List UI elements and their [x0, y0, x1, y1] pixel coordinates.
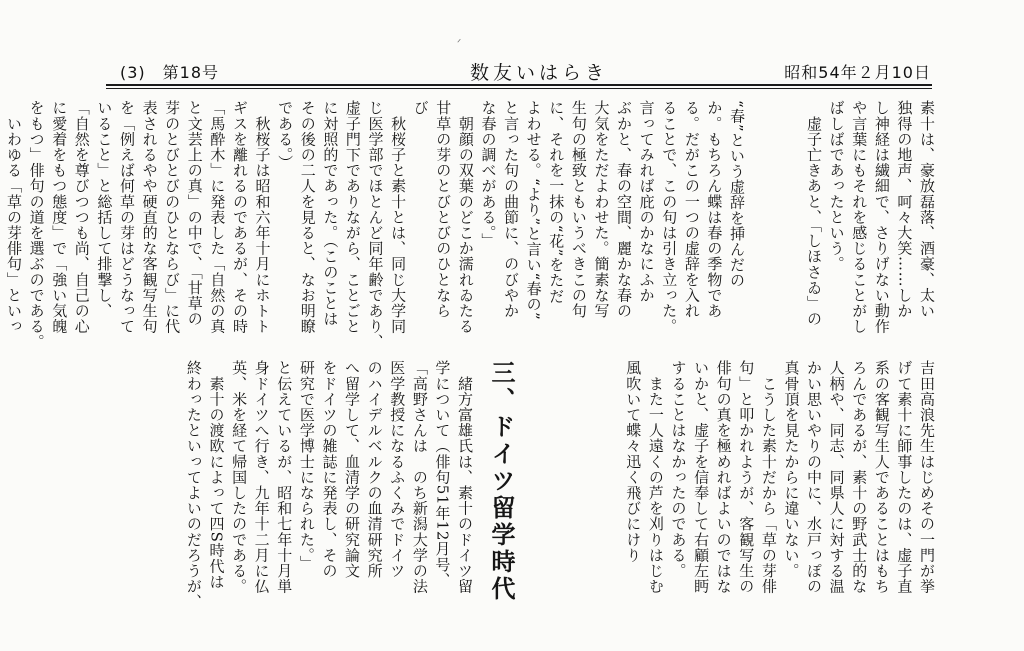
article-text-upper-left: “春”という虚辞を挿んだの か。もちろん蝶は春の季物であ る。だがこの一つの虚辞を入れ ることで、この句は引き立った。 言ってみれば庇のかなにふか ぶかと、春の空間、麗かな春の 大気をただよわせた。簡素な写 生句の極致ともいうべきこの句 に、それを一抹の“花”をただ よわせる。“より”と言い“春の” と言った句の曲節に、のびやか な春の調べがある。」 朝顔の双葉のどこか濡れゐたる 甘草の芽のとびとびのひとなら び 秋桜子と素十とは、同じ大学同 じ医学部でほとんど同年齢であり、 虚子門下でありながら、ことごと に対照的であった。（このことは その後の二人を見ると、なお明瞭 である。） 秋桜子は昭和六年十月にホトト ギスを離れるのであるが、その時 「馬酔木」に発表した「自然の真 と文芸上の真」の中で、「甘草の 芽のとびとびのひとならび」に代 表されるやや硬直的な客観写生句 を「例えば何草の芽はどうなって いること」と総括して排撃し、 「自然を尊びつつも尚、自己の心 に愛着をもつ態度」で「強い気魄 をもつ」俳句の道を選ぶのである。 いわゆる「草の芽俳句」といっ — [5, 100, 746, 350]
article-text-lower-left: 緒方富雄氏は、素十のドイツ留 学について（俳句51年12月号、 「高野さんは のち新潟大学の法 医学教授になるふくみでドイツ のハイデルベルクの血清研究所 へ留学して、血清学の研究論文 をドイツの雑誌に発表し、その 研究で医学博士になられた。」 と伝えているが、昭和七年十月単 身ドイツへ行き、九年十二月に仏 英、米を経て帰国したのである。 素十の渡欧によって四S時代は 終わったといってよいのだろうが、 — [184, 360, 474, 610]
newsletter-title: 数友いはらき — [470, 62, 609, 84]
header-rule-thin — [106, 88, 932, 89]
print-mark: ᐟ — [457, 38, 462, 49]
article-text-upper-right: 素十は、豪放磊落、酒豪、太い 独得の地声、呵々大笑……しか し神経は繊細で、さりげない動作 や言葉にもそれを感じることがし ばしばであったという。 虚子亡きあと、「しほさゐ」の — [805, 100, 936, 334]
section-heading: 三、ドイツ留学時代 — [487, 360, 516, 603]
publication-date: 昭和54年２月10日 — [784, 63, 931, 82]
article-text-lower-right: 吉田高浪先生はじめその一門が挙 げて素十に師事したのは、虚子直 系の客観写生人であることはもち ろんであるが、素十の野武士的な 人柄や、同志、同県人に対する温 かい思いやりの中に、水戸っぽの 真骨頂を見たからに違いない。 こうした素十だから「草の芽俳 句」と叩かれようが、客観写生の 俳句の真を極めればよいのではな いかと、虚子を信奉して右顧左眄 することはなかったのである。 また一人遠くの芦を刈りはじむ 風吹いて蝶々迅く飛びにけり — [624, 360, 936, 594]
page-issue-number: (3) 第18号 — [120, 63, 220, 82]
header-rule — [106, 84, 932, 86]
